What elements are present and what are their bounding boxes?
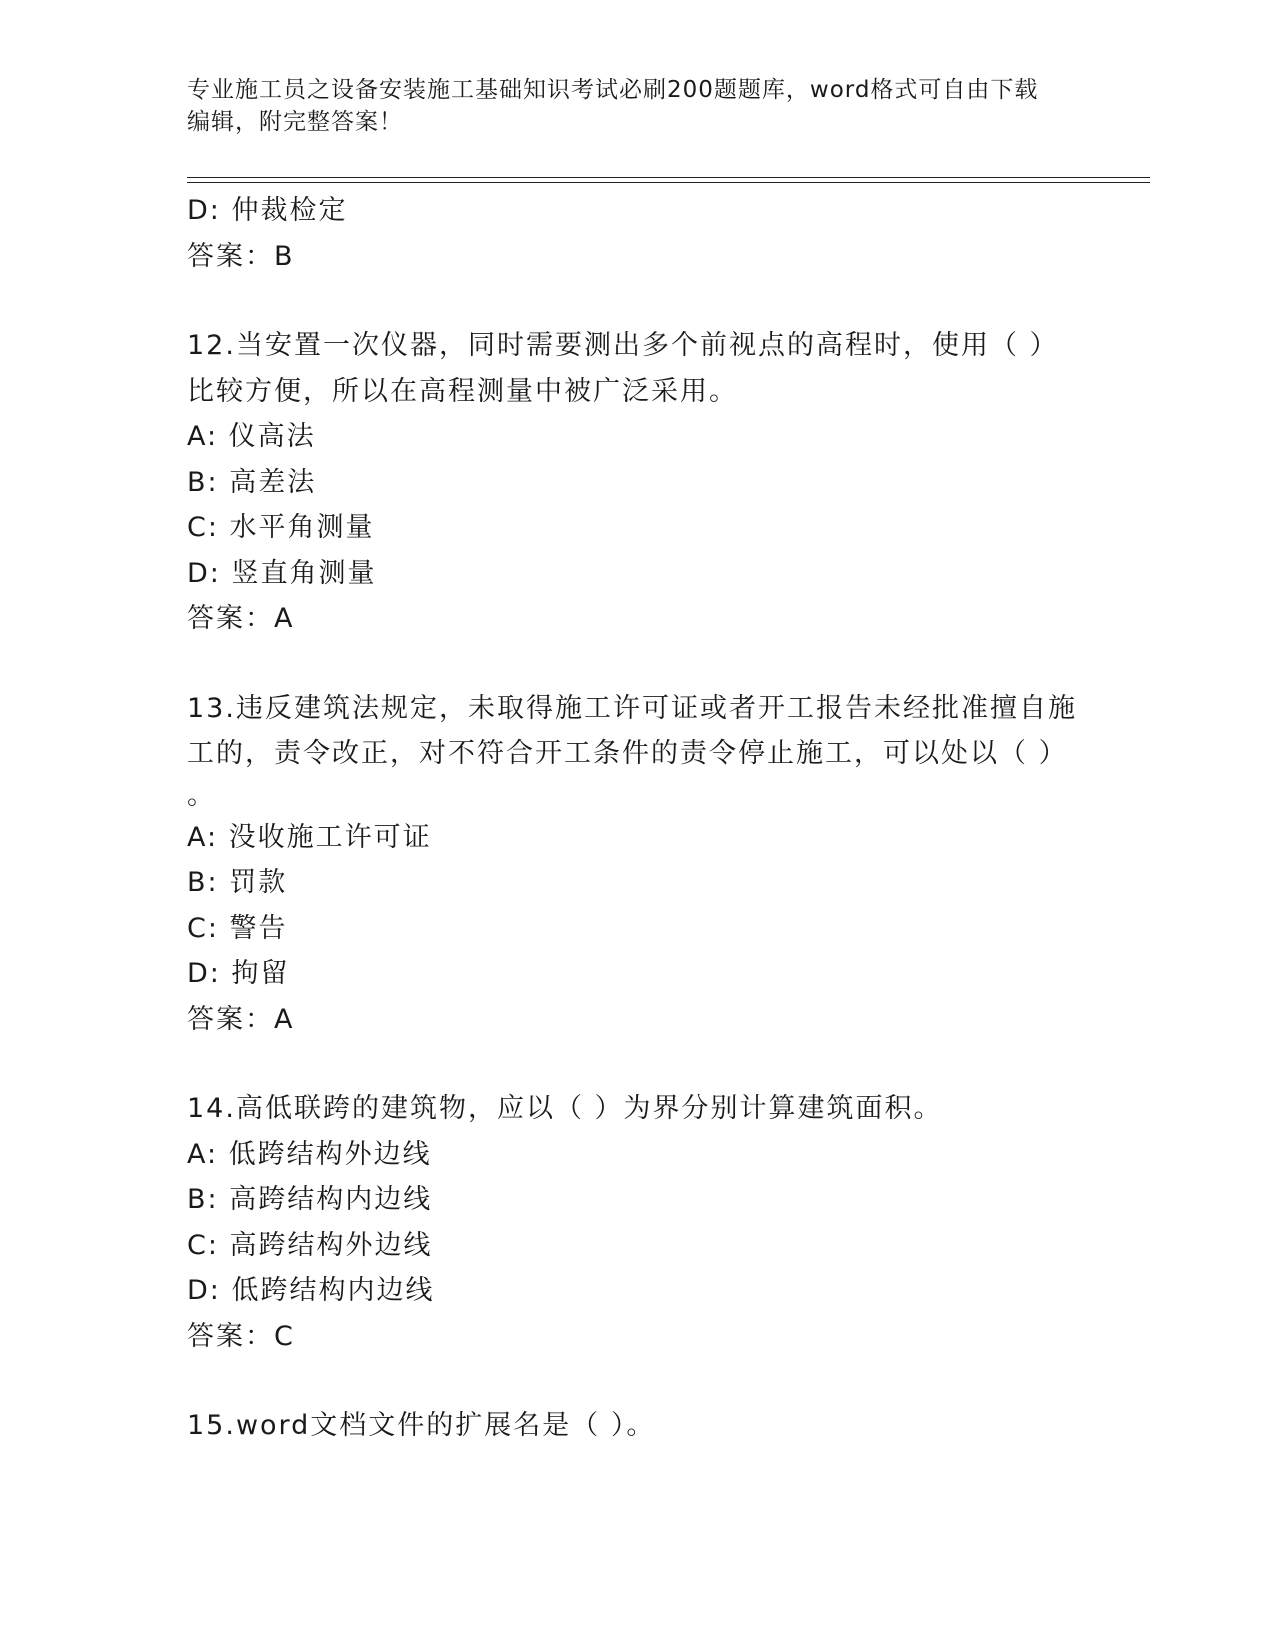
question-13	[187, 686, 1087, 1043]
question-13-text-line-2: 工的，责令改正，对不符合开工条件的责令停止施工，可以处以（ ）	[187, 738, 1068, 769]
question-15-text-line-1: 15.word文档文件的扩展名是（ ）。	[187, 1410, 656, 1441]
spacer	[187, 1359, 1087, 1403]
question-14-text-line-1: 14.高低联跨的建筑物，应以（ ）为界分别计算建筑面积。	[187, 1093, 943, 1124]
question-14-option-d: D: 低跨结构内边线	[187, 1275, 435, 1306]
prev-answer: 答案：B	[187, 240, 295, 272]
question-14-option-a: A: 低跨结构外边线	[187, 1138, 432, 1170]
question-15	[187, 1403, 1087, 1449]
header-line-2: 编辑，附完整答案！	[187, 109, 403, 135]
question-14	[187, 1086, 1087, 1359]
question-13-option-d: D: 拘留	[187, 958, 290, 989]
question-12-option-d: D: 竖直角测量	[187, 557, 377, 589]
question-12-option-c: C: 水平角测量	[187, 512, 375, 543]
page-header	[187, 74, 1087, 138]
question-12-answer: 答案：A	[187, 603, 295, 634]
question-12-text-line-1: 12.当安置一次仪器，同时需要测出多个前视点的高程时，使用（ ）	[187, 330, 1059, 361]
question-14-option-c: C: 高跨结构外边线	[187, 1229, 433, 1261]
spacer	[187, 1042, 1087, 1086]
question-13-option-b: B: 罚款	[187, 867, 288, 898]
question-13-option-c: C: 警告	[187, 912, 288, 944]
spacer	[187, 279, 1087, 323]
spacer	[187, 642, 1087, 686]
question-13-text-line-3: 。	[187, 779, 216, 811]
header-rule-bottom	[187, 182, 1150, 183]
question-13-text-line-1: 13.违反建筑法规定，未取得施工许可证或者开工报告未经批准擅自施	[187, 692, 1077, 724]
question-12-option-a: A: 仪高法	[187, 421, 316, 452]
question-14-answer: 答案：C	[187, 1320, 295, 1352]
question-list	[187, 188, 1087, 1449]
question-12-text-line-2: 比较方便，所以在高程测量中被广泛采用。	[187, 375, 738, 407]
question-14-option-b: B: 高跨结构内边线	[187, 1184, 433, 1215]
question-12	[187, 323, 1087, 642]
question-12-option-b: B: 高差法	[187, 466, 317, 498]
prev-option-d: D: 仲裁检定	[187, 195, 348, 226]
header-line-1: 专业施工员之设备安装施工基础知识考试必刷200题题库，word格式可自由下载	[187, 77, 1039, 103]
question-13-option-a: A: 没收施工许可证	[187, 821, 432, 853]
question-13-answer: 答案：A	[187, 1003, 295, 1035]
header-rule-top	[187, 177, 1150, 178]
